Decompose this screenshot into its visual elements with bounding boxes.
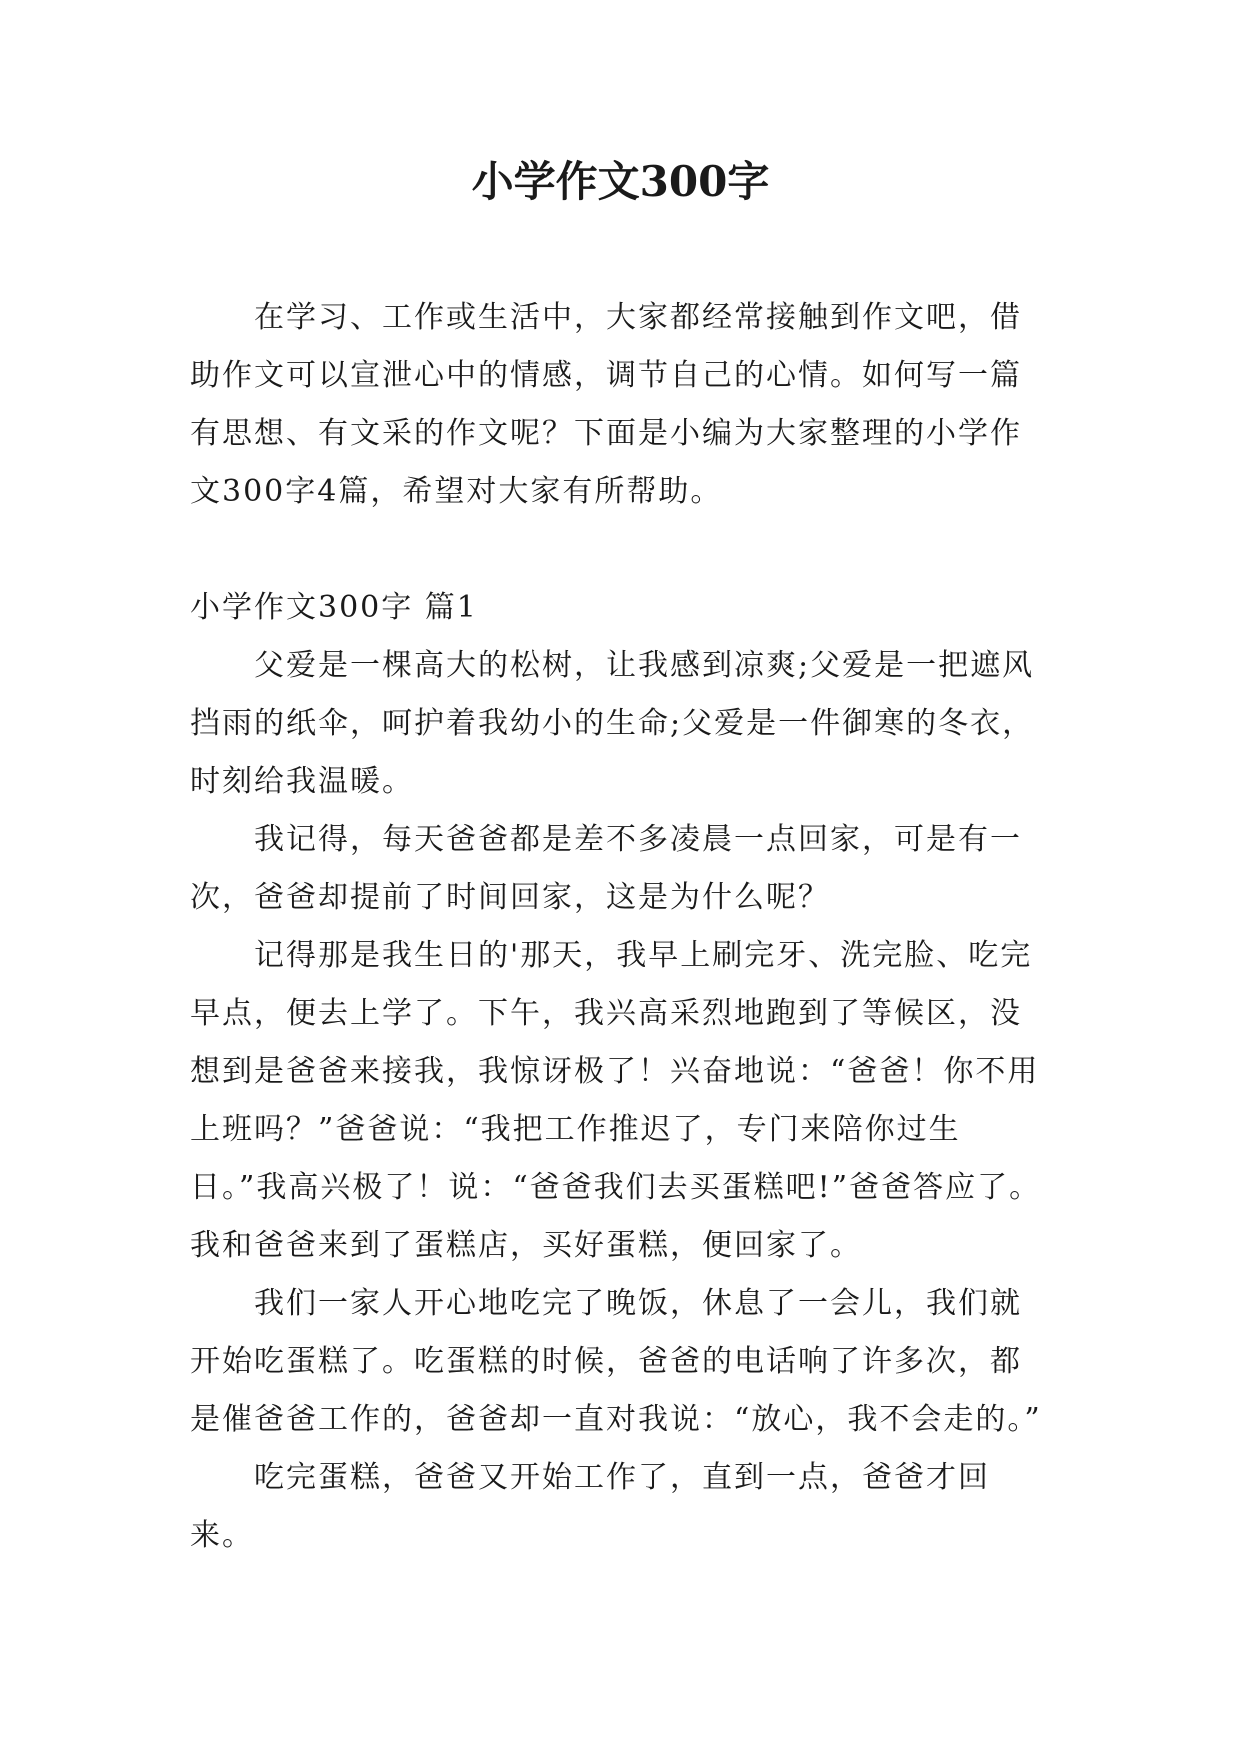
intro-paragraph: 在学习、工作或生活中，大家都经常接触到作文吧，借助作文可以宣泄心中的情感，调节自己的心情。如何写一篇有思想、有文采的作文呢？下面是小编为大家整理的小学作文300字4篇，希望对大家有所帮助。 (190, 300, 1022, 509)
document-title: 小学作文300字 (471, 157, 770, 206)
section-heading: 小学作文300字 篇1 (190, 590, 478, 625)
paragraph-gap (190, 521, 1052, 579)
document-body (190, 289, 1052, 1565)
body-paragraph: 记得那是我生日的'那天，我早上刷完牙、洗完脸、吃完早点，便去上学了。下午，我兴高采烈地跑到了等候区，没想到是爸爸来接我，我惊讶极了！兴奋地说：“爸爸！你不用上班吗？”爸爸说：“我把工作推迟了，专门来陪你过生日。”我高兴极了！说：“爸爸我们去买蛋糕吧!”爸爸答应了。我和爸爸来到了蛋糕店，买好蛋糕，便回家了。 (190, 938, 1042, 1263)
body-paragraph: 我们一家人开心地吃完了晚饭，休息了一会儿，我们就开始吃蛋糕了。吃蛋糕的时候，爸爸的电话响了许多次，都是催爸爸工作的，爸爸却一直对我说：“放心，我不会走的。” (190, 1286, 1042, 1437)
body-paragraph: 我记得，每天爸爸都是差不多凌晨一点回家，可是有一次，爸爸却提前了时间回家，这是为什么呢？ (190, 822, 1022, 915)
body-paragraph: 父爱是一棵高大的松树，让我感到凉爽;父爱是一把遮风挡雨的纸伞，呵护着我幼小的生命;父爱是一件御寒的冬衣，时刻给我温暖。 (190, 648, 1035, 799)
body-paragraph: 吃完蛋糕，爸爸又开始工作了，直到一点，爸爸才回来。 (190, 1460, 990, 1553)
